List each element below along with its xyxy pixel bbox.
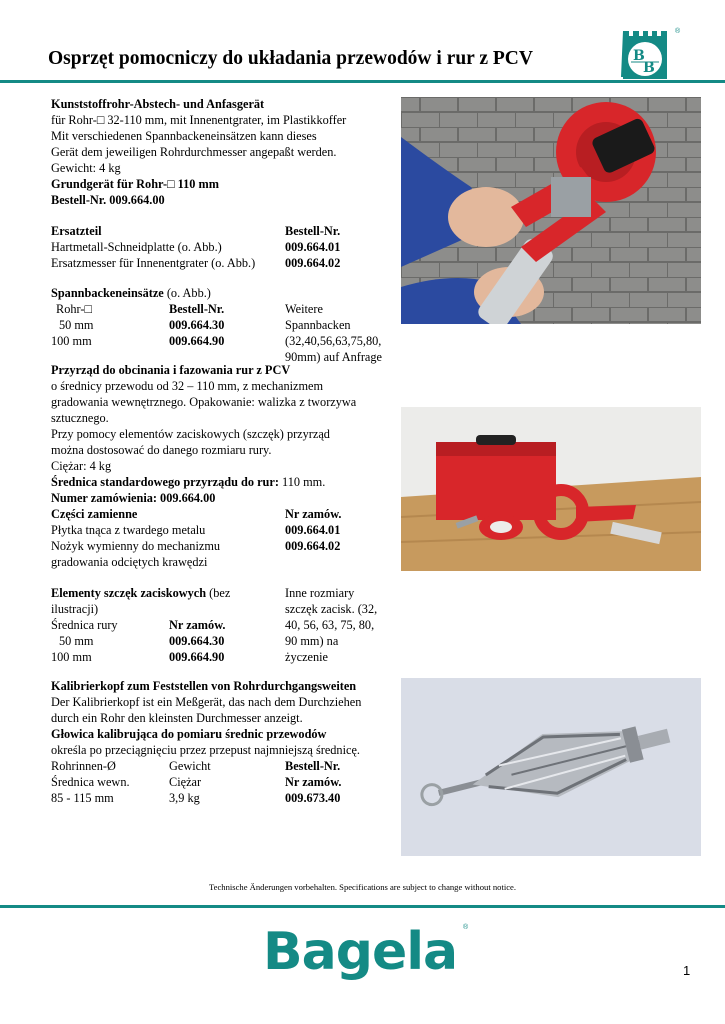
section2-line: można dostosować do danego rozmiaru rury.	[51, 443, 272, 457]
section3-heading-pl: Głowica kalibrująca do pomiaru średnic przewodów	[51, 727, 327, 741]
spec-cell: Średnica wewn.	[51, 775, 130, 789]
section2-std-diameter: Średnica standardowego przyrządu do rur: 110 mm.	[51, 475, 326, 489]
jaws-col-size: Rohr-□	[56, 302, 92, 316]
clamp-jaws-col-no: Nr zamów.	[169, 618, 226, 632]
jaw-no: 009.664.90	[169, 334, 225, 348]
spec-cell: Nr zamów.	[285, 775, 342, 789]
svg-text:B: B	[633, 48, 645, 64]
section1-base-unit: Grundgerät für Rohr-□ 110 mm	[51, 177, 219, 191]
spare-parts-header-label: Części zamienne	[51, 507, 138, 521]
section2-line: Ciężar: 4 kg	[51, 459, 112, 473]
section3-line: durch ein Rohr den kleinsten Durchmesser anzeigt.	[51, 711, 303, 725]
spec-cell: Bestell-Nr.	[285, 759, 341, 773]
section2-line: Przy pomocy elementów zaciskowych (szczęk) przyrząd	[51, 427, 330, 441]
page-title: Osprzęt pomocniczy do układania przewodów i rur z PCV	[48, 48, 533, 69]
spare-part-label: gradowania odciętych krawędzi	[51, 555, 208, 569]
spec-cell: 85 - 115 mm	[51, 791, 114, 805]
bagela-bb-logo	[621, 29, 669, 81]
spare-part-label: Nożyk wymienny do mechanizmu	[51, 539, 221, 553]
spare-part-label: Płytka tnąca z twardego metalu	[51, 523, 206, 537]
section3-line: Der Kalibrierkopf ist ein Meßgerät, das nach dem Durchziehen	[51, 695, 362, 709]
spec-cell: Ciężar	[169, 775, 202, 789]
part-label: Ersatzmesser für Innenentgrater (o. Abb.)	[51, 256, 256, 270]
clamp-jaw-no: 009.664.30	[169, 634, 225, 648]
spare-part-no: 009.664.02	[285, 539, 341, 553]
section2-line: o średnicy przewodu od 32 – 110 mm, z mechanizmem	[51, 379, 324, 393]
jaw-size: 100 mm	[51, 334, 92, 348]
footer-note: Technische Änderungen vorbehalten. Specifications are subject to change without notice.	[209, 882, 516, 892]
photo-calibration-head	[401, 678, 701, 856]
section2-heading: Przyrząd do obcinania i fazowania rur z PCV	[51, 363, 291, 377]
jaws-note: (32,40,56,63,75,80,	[285, 334, 382, 348]
section1-line: Mit verschiedenen Spannbackeneinsätzen kann dieses	[51, 129, 317, 143]
parts-header-label: Ersatzteil	[51, 224, 102, 238]
svg-text:B: B	[643, 60, 655, 76]
spare-parts-header-no: Nr zamów.	[285, 507, 342, 521]
clamp-jaw-size: 100 mm	[51, 650, 92, 664]
section3-heading: Kalibrierkopf zum Feststellen von Rohrdurchgangsweiten	[51, 679, 357, 693]
header-rule	[0, 80, 725, 83]
part-label: Hartmetall-Schneidplatte (o. Abb.)	[51, 240, 222, 254]
spec-cell: Rohrinnen-Ø	[51, 759, 116, 773]
section1-heading: Kunststoffrohr-Abstech- und Anfasgerät	[51, 97, 265, 111]
section2-order-no: Numer zamówienia: 009.664.00	[51, 491, 216, 505]
clamp-jaws-note: 90 mm) na	[285, 634, 339, 648]
clamp-jaw-size: 50 mm	[59, 634, 94, 648]
spec-cell: 3,9 kg	[169, 791, 200, 805]
parts-header-no: Bestell-Nr.	[285, 224, 341, 238]
registered-mark: ®	[675, 28, 681, 35]
section1-line: für Rohr-□ 32-110 mm, mit Innenentgrater, im Plastikkoffer	[51, 113, 347, 127]
photo-pipe-cutter-in-use	[401, 97, 701, 324]
clamp-jaws-col-size: Średnica rury	[51, 618, 118, 632]
registered-mark: ®	[463, 924, 469, 931]
bagela-wordmark: Bagela	[263, 922, 458, 982]
part-no: 009.664.01	[285, 240, 341, 254]
section3-line-pl: określa po przeciągnięciu przez przepust najmniejszą średnicę.	[51, 743, 360, 757]
jaws-heading: Spannbackeneinsätze (o. Abb.)	[51, 286, 211, 300]
jaw-no: 009.664.30	[169, 318, 225, 332]
section2-line: sztucznego.	[51, 411, 109, 425]
jaw-size: 50 mm	[59, 318, 94, 332]
clamp-jaws-note: 40, 56, 63, 75, 80,	[285, 618, 375, 632]
footer-rule	[0, 905, 725, 908]
section1-order-no: Bestell-Nr. 009.664.00	[51, 193, 165, 207]
clamp-jaws-note: życzenie	[285, 650, 329, 664]
section1-line: Gewicht: 4 kg	[51, 161, 121, 175]
jaws-note: 90mm) auf Anfrage	[285, 350, 382, 364]
photo-cutter-with-case	[401, 407, 701, 571]
spec-cell: Gewicht	[169, 759, 211, 773]
page-number: 1	[683, 963, 691, 978]
section1-line: Gerät dem jeweiligen Rohrdurchmesser angepaßt werden.	[51, 145, 337, 159]
spare-part-no: 009.664.01	[285, 523, 341, 537]
jaws-col-no: Bestell-Nr.	[169, 302, 225, 316]
spec-cell: 009.673.40	[285, 791, 341, 805]
clamp-jaws-note: szczęk zacisk. (32,	[285, 602, 378, 616]
jaws-note: Spannbacken	[285, 318, 351, 332]
section2-line: gradowania wewnętrznego. Opakowanie: walizka z tworzywa	[51, 395, 357, 409]
jaws-note: Weitere	[285, 302, 323, 316]
clamp-jaw-no: 009.664.90	[169, 650, 225, 664]
clamp-jaws-note: Inne rozmiary	[285, 586, 355, 600]
clamp-jaws-heading: Elementy szczęk zaciskowych (bez	[51, 586, 231, 600]
clamp-jaws-heading-line2: ilustracji)	[51, 602, 99, 616]
part-no: 009.664.02	[285, 256, 341, 270]
